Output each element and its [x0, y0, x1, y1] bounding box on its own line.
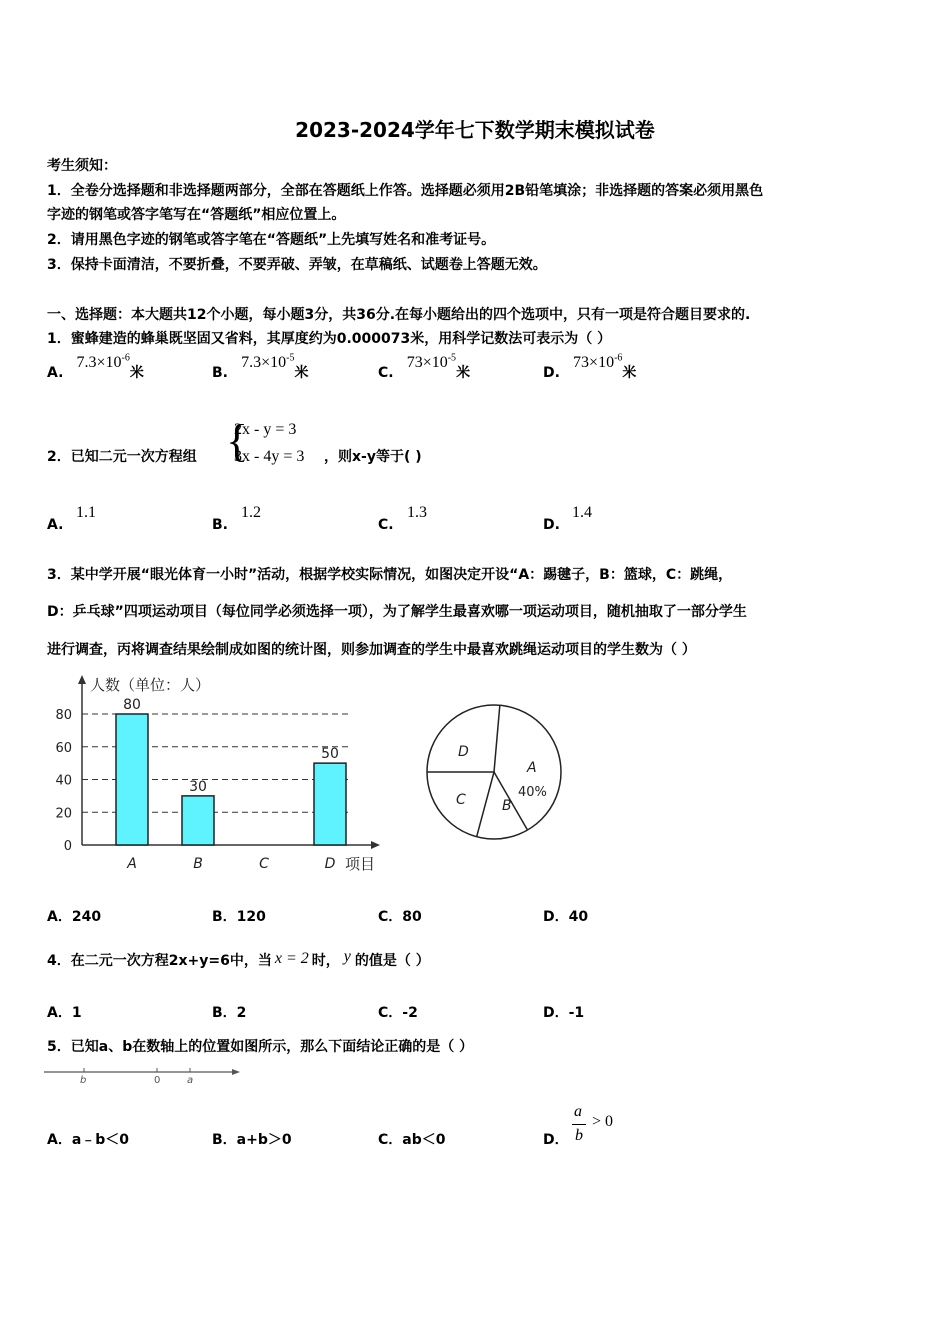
q5-option-a: A．a﹣b＜0 [47, 1132, 130, 1148]
q1-d-value: $73\times 10^{-6}$ [573, 352, 623, 371]
number-line-label-a: a [187, 1075, 194, 1086]
x-tick-label: A [127, 856, 137, 872]
q2-b-value: 1.2 [241, 504, 261, 521]
x-tick-label: B [193, 856, 203, 872]
q2-d-value: 1.4 [572, 504, 592, 521]
y-tick-label: 0 [63, 839, 72, 854]
q2-system-brace: { [226, 415, 249, 466]
q2-b-label: B. [212, 517, 228, 533]
q3-stem-line-2: D：乒乓球”四项运动项目（每位同学必须选择一项），为了解学生最喜欢哪一项运动项目，随机抽取了一部分学生 [47, 604, 747, 620]
section-heading: 一、选择题：本大题共12个小题，每小题3分，共36分.在每小题给出的四个选项中，只有一项是符合题目要求的. [47, 307, 751, 323]
notice-line-1: 1．全卷分选择题和非选择题两部分，全部在答题纸上作答。选择题必须用2B铅笔填涂；非选择题的答案必须用黑色 [47, 183, 764, 199]
q1-b-unit: 米 [294, 365, 309, 381]
q2-equation-2: 3x - 4y = 3 [234, 448, 305, 465]
q1-option-c [378, 352, 471, 382]
q1-a-value: $7.3\times 10^{-6}$ [76, 352, 130, 371]
arrow-icon [232, 1069, 240, 1075]
pie-label-C: C [456, 792, 466, 808]
q3-option-c: C．80 [378, 909, 422, 925]
q2-equation-1: 2x - y = 3 [234, 421, 297, 438]
notice-heading: 考生须知： [47, 158, 117, 174]
q5-d-denominator: b [575, 1127, 583, 1144]
pie-label-B: B [502, 798, 512, 814]
y-tick-label: 40 [55, 773, 72, 789]
fraction-bar [572, 1124, 586, 1125]
bar-D [314, 763, 346, 845]
y-tick-label: 20 [55, 806, 72, 822]
q1-c-value: $73\times 10^{-5}$ [406, 352, 457, 371]
q1-option-d [543, 352, 637, 382]
q2-a-value: 1.1 [76, 504, 96, 521]
x-axis-arrow-icon [371, 841, 380, 849]
y-tick-label: 80 [55, 708, 72, 723]
bar-value-label: 50 [321, 746, 339, 763]
q4-stem-part-3: 的值是（ ） [354, 953, 430, 969]
q1-d-unit: 米 [622, 365, 637, 381]
q4-option-c: C．-2 [378, 1005, 418, 1021]
y-axis-arrow-icon [78, 675, 86, 684]
q1-c-label: C. [378, 365, 394, 381]
q1-option-a [47, 352, 144, 382]
q1-a-label: A. [47, 365, 64, 381]
page-title: 2023-2024学年七下数学期末模拟试卷 [295, 118, 655, 142]
x-tick-label: C [259, 856, 269, 872]
pie-label-A: A [527, 760, 537, 776]
q1-a-unit: 米 [129, 365, 144, 381]
y-tick-label: 60 [55, 740, 72, 756]
q3-stem-line-3: 进行调查，丙将调查结果绘制成如图的统计图，则参加调查的学生中最喜欢跳绳运动项目的学生数为（ ） [47, 642, 696, 658]
q5-option-d-label: D． [543, 1132, 569, 1148]
pie-percent-label: 40% [518, 785, 547, 800]
q2-stem-suffix: ，则x-y等于( ) [324, 449, 422, 465]
q4-option-b: B．2 [212, 1005, 247, 1021]
q1-d-label: D. [543, 365, 560, 381]
q4-option-a: A．1 [47, 1005, 82, 1021]
bar-B [182, 796, 214, 845]
bar-value-label: 30 [189, 778, 207, 795]
q4-stem-part-1: 4．在二元一次方程2x+y=6中，当 [47, 953, 272, 969]
number-line-label-zero: 0 [154, 1075, 161, 1086]
notice-line-2: 2．请用黑色字迹的钢笔或答字笔在“答题纸”上先填写姓名和准考证号。 [47, 232, 496, 248]
q1-b-value: $7.3\times 10^{-5}$ [241, 352, 295, 371]
notice-line-3: 3．保持卡面清洁，不要折叠，不要弄破、弄皱，在草稿纸、试题卷上答题无效。 [47, 257, 547, 273]
q1-c-unit: 米 [456, 365, 471, 381]
y-axis-label: 人数（单位：人） [90, 676, 211, 694]
pie-label-D: D [458, 744, 469, 760]
q5-option-b: B．a+b＞0 [212, 1132, 292, 1148]
q2-stem-prefix: 2．已知二元一次方程组 [47, 449, 197, 465]
q2-c-label: C. [378, 517, 394, 533]
q5-option-c: C．ab＜0 [378, 1132, 446, 1148]
x-axis-label: 项目 [345, 855, 376, 873]
number-line-label-b: b [80, 1075, 87, 1086]
q2-c-value: 1.3 [407, 504, 427, 521]
q3-stem-line-1: 3．某中学开展“眼光体育一小时”活动，根据学校实际情况，如图决定开设“A：踢毽子，B：篮球，C：跳绳， [47, 567, 733, 583]
q3-option-d: D．40 [543, 909, 589, 925]
bar-A [116, 714, 148, 845]
bar-value-label: 80 [123, 697, 141, 713]
q5-d-numerator: a [574, 1103, 582, 1120]
q1-option-b [212, 352, 309, 382]
q2-a-label: A. [47, 517, 64, 533]
q5-stem: 5．已知a、b在数轴上的位置如图所示，那么下面结论正确的是（ ） [47, 1039, 474, 1055]
q4-stem [47, 950, 430, 970]
q2-d-label: D. [543, 517, 560, 533]
number-line [44, 1062, 244, 1086]
q3-option-a: A．240 [47, 909, 102, 925]
bar-chart [40, 672, 390, 877]
notice-line-1b: 字迹的钢笔或答字笔写在“答题纸”相应位置上。 [47, 207, 346, 223]
q5-d-relation: > 0 [592, 1113, 614, 1130]
q4-stem-part-2: 时， [311, 953, 340, 969]
q1-stem: 1．蜜蜂建造的蜂巢既坚固又省料，其厚度约为0.000073米，用科学记数法可表示为（ ） [47, 331, 612, 347]
q4-condition: x = 2 [274, 950, 309, 967]
q1-b-label: B. [212, 365, 228, 381]
x-tick-label: D [324, 856, 336, 872]
q4-variable: y [343, 948, 351, 965]
pie-chart [420, 700, 570, 845]
q4-option-d: D．-1 [543, 1005, 585, 1021]
q3-option-b: B．120 [212, 909, 266, 925]
